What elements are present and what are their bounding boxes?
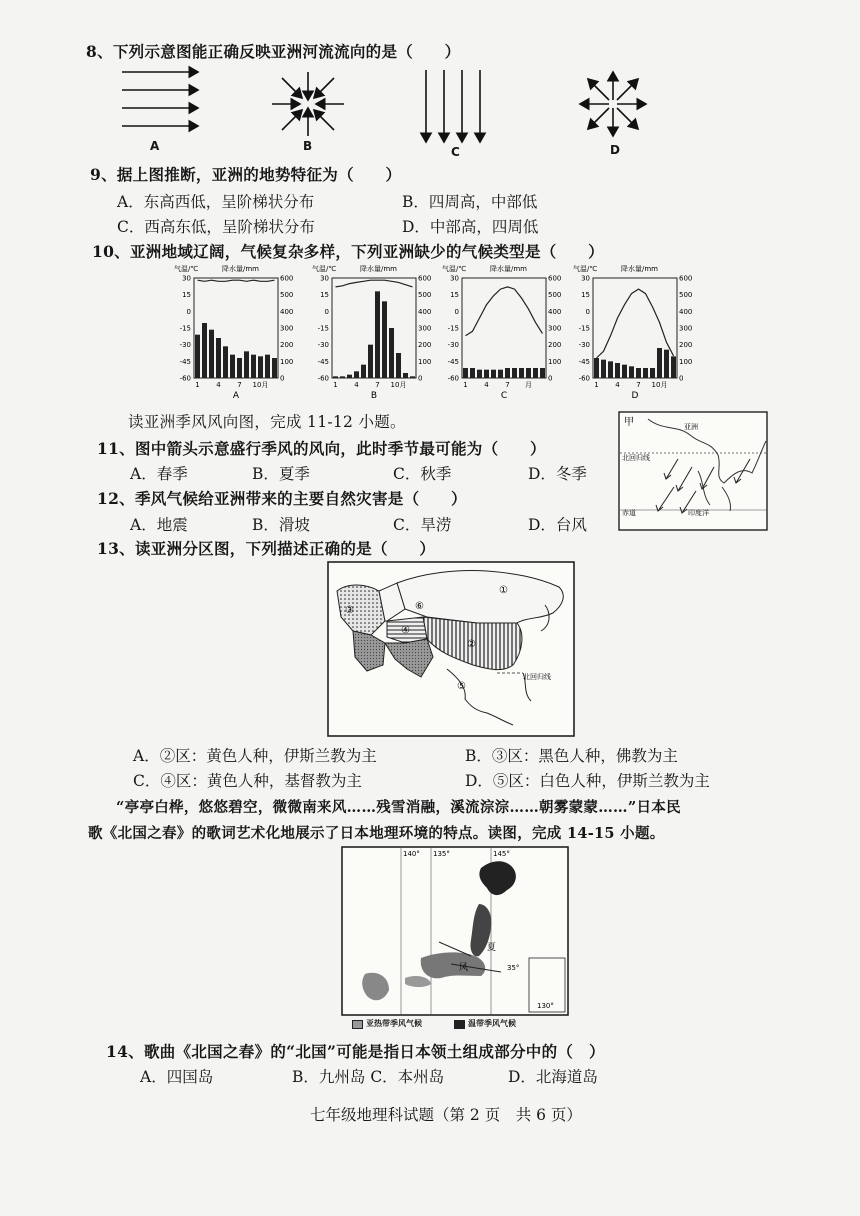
temperature-line [336, 280, 413, 287]
precip-bar [636, 368, 641, 378]
precip-bar [463, 368, 468, 378]
question-10: 10、亚洲地域辽阔，气候复杂多样，下列亚洲缺少的气候类型是（ ） [92, 242, 604, 261]
japan-map-label-b: 风 [459, 963, 469, 973]
x-tick: 1 [195, 381, 200, 389]
y-right-tick: 200 [418, 341, 432, 350]
question-8: 8、下列示意图能正确反映亚洲河流流向的是（ ） [86, 42, 461, 61]
y-right-tick: 200 [548, 341, 562, 350]
precip-bar [375, 291, 380, 378]
y-right-tick: 600 [280, 274, 294, 283]
question-11: 11、图中箭头示意盛行季风的风向，此时季节最可能为（ ） [97, 439, 546, 458]
y-left-tick: 0 [186, 307, 191, 316]
asia-region-map [327, 561, 575, 737]
climate-chart-a [172, 262, 296, 408]
precip-unit: 降水量/mm [621, 265, 658, 273]
precip-bar [519, 368, 524, 378]
passage-line-1: “亭亭白桦，悠悠碧空，微微南来风……残雪消融，溪流淙淙……朝雾蒙蒙……”日本民 [116, 799, 681, 816]
temp-unit: 气温/℃ [573, 265, 598, 273]
y-left-tick: 15 [450, 291, 459, 300]
y-left-tick: 0 [585, 307, 590, 316]
y-left-tick: -60 [578, 374, 590, 383]
temp-unit: 气温/℃ [312, 265, 337, 273]
y-right-tick: 400 [280, 307, 294, 316]
page-footer: 七年级地理科试题（第 2 页 共 6 页） [310, 1106, 582, 1124]
y-left-tick: 30 [450, 274, 459, 283]
y-right-tick: 100 [418, 357, 432, 366]
precip-bar [477, 370, 482, 378]
x-tick: 4 [216, 381, 221, 389]
precip-bar [340, 376, 345, 378]
q9-option-a: A．东高西低，呈阶梯状分布 [117, 193, 315, 211]
monsoon-map-equator: 赤道 [622, 509, 636, 517]
precip-bar [540, 368, 545, 378]
precip-bar [258, 356, 263, 378]
x-tick: 7 [505, 381, 510, 389]
diagram-b-star [272, 72, 344, 136]
y-left-tick: -30 [317, 341, 329, 350]
x-tick: 7 [375, 381, 380, 389]
y-left-tick: -30 [447, 341, 459, 350]
y-left-tick: -60 [179, 374, 191, 383]
precip-bar [512, 368, 517, 378]
diagram-c-label: C [451, 145, 460, 159]
precip-bar [664, 350, 669, 378]
y-left-tick: -45 [578, 357, 590, 366]
precip-bar [533, 368, 538, 378]
precip-bar [195, 335, 200, 378]
y-right-tick: 0 [679, 374, 684, 383]
y-right-tick: 500 [679, 291, 693, 300]
q9-option-b: B．四周高，中部低 [402, 193, 538, 211]
y-right-tick: 0 [418, 374, 423, 383]
passage-line-2: 歌《北国之春》的歌词艺术化地展示了日本地理环境的特点。读图，完成 14-15 小题。 [88, 825, 665, 842]
y-left-tick: -60 [447, 374, 459, 383]
y-right-tick: 300 [280, 324, 294, 333]
x-tick: 10月 [651, 381, 668, 389]
y-left-tick: 30 [320, 274, 329, 283]
precip-bar [389, 328, 394, 378]
asia-region-1: ① [499, 585, 508, 596]
asia-region-6: ⑥ [415, 601, 424, 612]
japan-climate-map [341, 846, 569, 1018]
y-left-tick: -15 [179, 324, 191, 333]
precip-bar [629, 366, 634, 378]
x-tick: 4 [354, 381, 359, 389]
monsoon-map [618, 411, 768, 531]
precip-bar [347, 375, 352, 378]
diagram-c-arrows [426, 70, 480, 142]
q11-option-d: D．冬季 [528, 465, 587, 483]
precip-bar [382, 301, 387, 378]
question-14: 14、歌曲《北国之春》的“北国”可能是指日本领土组成部分中的（ ） [106, 1042, 605, 1061]
diagram-d-label: D [610, 143, 620, 157]
temp-unit: 气温/℃ [174, 265, 199, 273]
chart-label: C [500, 391, 508, 401]
precip-bar [601, 360, 606, 378]
y-right-tick: 500 [418, 291, 432, 300]
monsoon-map-ocean: 印度洋 [688, 509, 709, 517]
y-left-tick: -15 [447, 324, 459, 333]
precip-bar [202, 323, 207, 378]
asia-region-2: ② [467, 639, 476, 650]
precip-bar [671, 356, 676, 378]
question-13: 13、读亚洲分区图，下列描述正确的是（ ） [97, 539, 436, 558]
y-right-tick: 0 [280, 374, 285, 383]
precip-bar [403, 373, 408, 378]
q13-option-a: A．②区：黄色人种，伊斯兰教为主 [133, 747, 377, 765]
q13-option-c: C．④区：黄色人种，基督教为主 [133, 772, 362, 790]
precip-bar [650, 368, 655, 378]
chart-label: B [370, 391, 378, 401]
x-tick: 10月 [390, 381, 407, 389]
precip-bar [265, 355, 270, 378]
precip-bar [368, 345, 373, 378]
precip-bar [608, 361, 613, 378]
y-left-tick: -60 [317, 374, 329, 383]
y-right-tick: 400 [548, 307, 562, 316]
intro-11-12: 读亚洲季风风向图，完成 11-12 小题。 [128, 413, 406, 431]
monsoon-map-tropic: 北回归线 [622, 454, 650, 462]
y-right-tick: 100 [548, 357, 562, 366]
y-right-tick: 0 [548, 374, 553, 383]
legend-temperate-label: 温带季风气候 [468, 1019, 516, 1028]
y-right-tick: 100 [280, 357, 294, 366]
japan-map-lon-1: 140° [403, 850, 420, 858]
y-left-tick: 0 [454, 307, 459, 316]
legend-subtropical-label: 亚热带季风气候 [366, 1019, 422, 1028]
precip-bar [223, 346, 228, 378]
legend-temperate-swatch [454, 1020, 465, 1029]
y-right-tick: 300 [679, 324, 693, 333]
precip-bar [209, 330, 214, 378]
precip-bar [251, 355, 256, 378]
q9-option-c: C．西高东低，呈阶梯状分布 [117, 218, 315, 236]
temperature-line [597, 289, 674, 358]
y-left-tick: -15 [578, 324, 590, 333]
y-left-tick: -30 [179, 341, 191, 350]
precip-bar [615, 363, 620, 378]
y-right-tick: 600 [418, 274, 432, 283]
chart-frame [332, 278, 416, 378]
diagram-a-label: A [150, 139, 160, 153]
precip-bar [657, 348, 662, 378]
chart-label: A [232, 391, 240, 401]
y-right-tick: 300 [418, 324, 432, 333]
climate-chart-b [310, 262, 434, 408]
diagram-a-arrows [122, 72, 198, 126]
q11-option-c: C．秋季 [393, 465, 452, 483]
q12-option-d: D．台风 [528, 516, 587, 534]
precip-bar [498, 370, 503, 378]
monsoon-map-corner: 甲 [624, 417, 634, 428]
diagram-d-star [580, 72, 646, 136]
japan-map-lat: 35° [507, 964, 520, 972]
y-left-tick: 15 [320, 291, 329, 300]
y-right-tick: 300 [548, 324, 562, 333]
river-flow-diagrams [110, 62, 670, 158]
y-right-tick: 200 [679, 341, 693, 350]
y-right-tick: 600 [548, 274, 562, 283]
temp-unit: 气温/℃ [442, 265, 467, 273]
q14-option-bc: B．九州岛 C．本州岛 [292, 1068, 445, 1086]
y-right-tick: 200 [280, 341, 294, 350]
q11-option-a: A．春季 [130, 465, 188, 483]
precip-bar [244, 351, 249, 378]
x-tick: 7 [636, 381, 641, 389]
precip-bar [237, 358, 242, 378]
legend-subtropical-swatch [352, 1020, 363, 1029]
monsoon-map-asia: 亚洲 [684, 423, 698, 431]
y-left-tick: -45 [179, 357, 191, 366]
asia-region-3: ③ [345, 605, 354, 616]
climate-chart-d [571, 262, 695, 408]
precip-bar [622, 365, 627, 378]
precip-bar [354, 371, 359, 378]
precip-bar [333, 376, 338, 378]
q9-option-d: D．中部高，四周低 [402, 218, 539, 236]
q14-option-d: D．北海道岛 [508, 1068, 598, 1086]
asia-region-5: ⑤ [457, 681, 466, 692]
chart-label: D [631, 391, 639, 401]
q13-option-d: D．⑤区：白色人种，伊斯兰教为主 [465, 772, 710, 790]
y-right-tick: 500 [548, 291, 562, 300]
y-right-tick: 500 [280, 291, 294, 300]
x-tick: 10月 [252, 381, 269, 389]
y-right-tick: 400 [679, 307, 693, 316]
x-tick: 1 [333, 381, 338, 389]
precip-unit: 降水量/mm [360, 265, 397, 273]
question-9: 9、据上图推断，亚洲的地势特征为（ ） [90, 165, 402, 184]
y-right-tick: 100 [679, 357, 693, 366]
japan-map-lon-4: 130° [537, 1002, 554, 1010]
precip-bar [396, 353, 401, 378]
x-tick: 月 [525, 381, 532, 389]
x-tick: 1 [463, 381, 468, 389]
y-left-tick: -30 [578, 341, 590, 350]
q12-option-a: A．地震 [130, 516, 188, 534]
japan-map-label-a: 夏 [487, 943, 497, 953]
asia-region-4: ④ [401, 625, 410, 636]
q11-option-b: B．夏季 [252, 465, 310, 483]
q12-option-b: B．滑坡 [252, 516, 310, 534]
x-tick: 4 [484, 381, 489, 389]
diagram-b-label: B [303, 139, 313, 153]
y-left-tick: 30 [581, 274, 590, 283]
q12-option-c: C．旱涝 [393, 516, 452, 534]
y-left-tick: -45 [317, 357, 329, 366]
precip-bar [272, 358, 277, 378]
precip-unit: 降水量/mm [222, 265, 259, 273]
precip-bar [484, 370, 489, 378]
precip-bar [410, 376, 415, 378]
climate-chart-c [440, 262, 564, 408]
temperature-line [466, 287, 543, 336]
y-left-tick: -15 [317, 324, 329, 333]
y-left-tick: -45 [447, 357, 459, 366]
asia-map-tropic: 北回归线 [523, 673, 551, 681]
japan-map-lon-2: 135° [433, 850, 450, 858]
precip-bar [526, 368, 531, 378]
y-left-tick: 15 [182, 291, 191, 300]
question-12: 12、季风气候给亚洲带来的主要自然灾害是（ ） [97, 489, 467, 508]
x-tick: 1 [594, 381, 599, 389]
q13-option-b: B．③区：黑色人种，佛教为主 [465, 747, 678, 765]
precip-bar [643, 368, 648, 378]
precip-unit: 降水量/mm [490, 265, 527, 273]
precip-bar [216, 338, 221, 378]
precip-bar [230, 355, 235, 378]
q14-option-a: A．四国岛 [140, 1068, 214, 1086]
precip-bar [594, 358, 599, 378]
precip-bar [361, 365, 366, 378]
x-tick: 7 [237, 381, 242, 389]
precip-bar [491, 370, 496, 378]
y-left-tick: 15 [581, 291, 590, 300]
temperature-line [198, 280, 275, 281]
y-right-tick: 400 [418, 307, 432, 316]
japan-map-lon-3: 145° [493, 850, 510, 858]
y-left-tick: 0 [324, 307, 329, 316]
precip-bar [505, 368, 510, 378]
x-tick: 4 [615, 381, 620, 389]
y-right-tick: 600 [679, 274, 693, 283]
y-left-tick: 30 [182, 274, 191, 283]
precip-bar [470, 368, 475, 378]
